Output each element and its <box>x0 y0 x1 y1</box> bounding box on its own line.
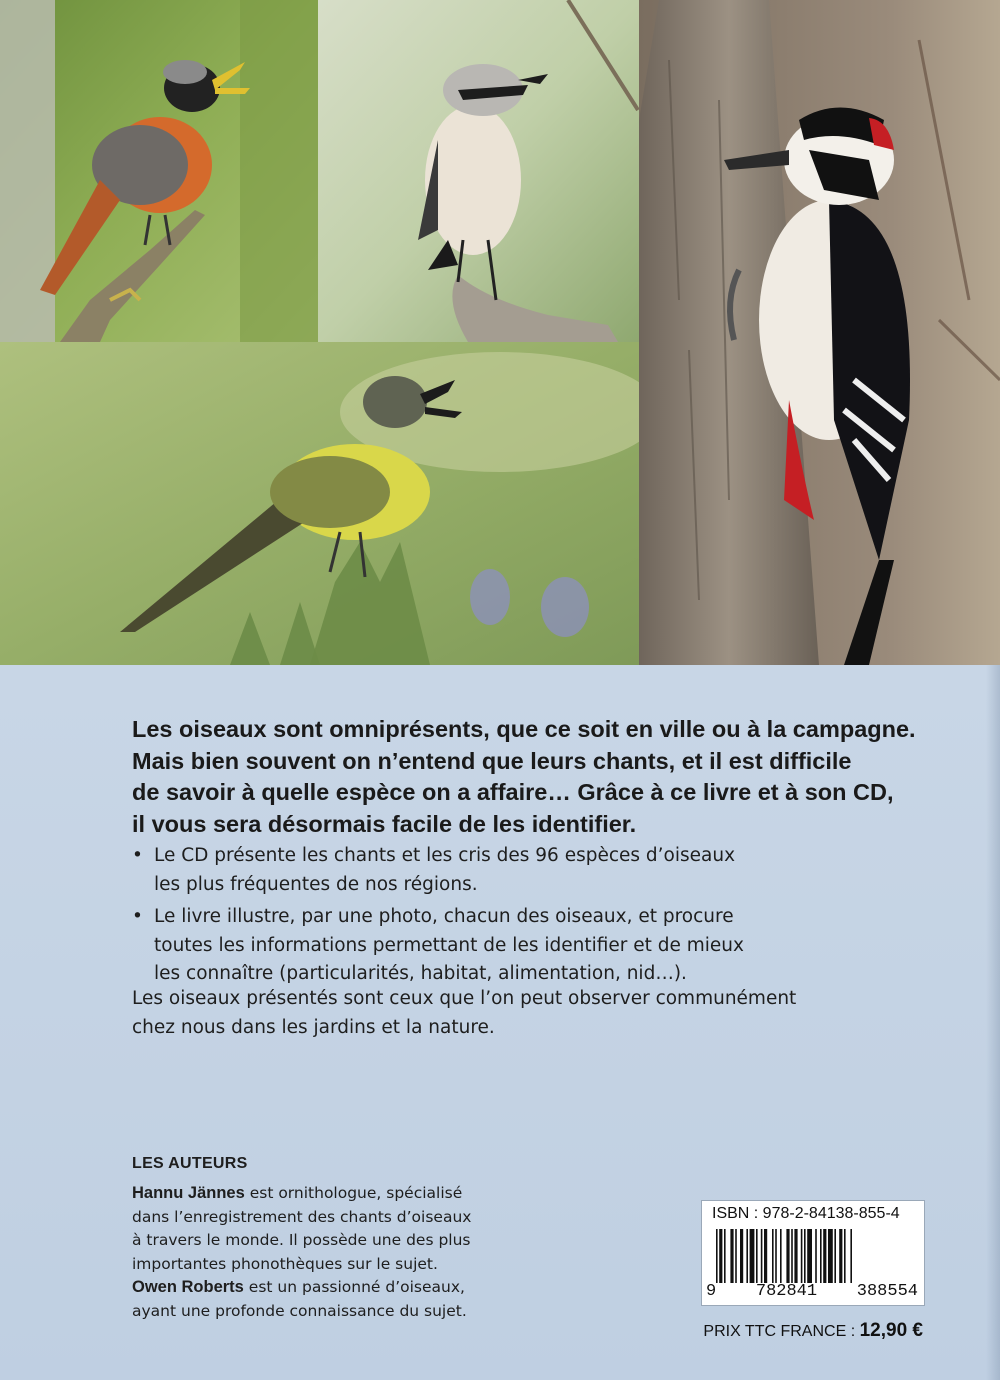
barcode-bar <box>828 1229 833 1283</box>
photo-wagtail <box>0 342 639 665</box>
barcode-bar <box>764 1229 767 1283</box>
feature-line: les connaître (particularités, habitat, alimentation, nid…). <box>154 963 687 984</box>
barcode-bar <box>834 1229 836 1283</box>
barcode-bar <box>839 1229 842 1283</box>
barcode-bar <box>780 1229 782 1283</box>
feature-line: les plus fréquentes de nos régions. <box>154 873 478 895</box>
barcode-bar <box>772 1229 774 1283</box>
barcode-bar <box>735 1229 737 1283</box>
barcode-bar <box>815 1229 817 1283</box>
author-bio-line: à travers le monde. Il possède une des plus <box>132 1231 471 1249</box>
closing-paragraph <box>132 985 872 1042</box>
author-bio-line: dans l’enregistrement des chants d’oiseaux <box>132 1207 472 1226</box>
barcode-bar <box>791 1229 793 1283</box>
authors-bio <box>132 1182 552 1323</box>
intro-line: Mais bien souvent on n’entend que leurs chants, et il est difficile <box>132 747 852 774</box>
barcode-bar <box>794 1229 797 1283</box>
isbn-text: ISBN : 978-2-84138-855-4 <box>712 1205 900 1222</box>
barcode-digit-group: 9 <box>706 1282 717 1301</box>
price-amount: 12,90 € <box>859 1320 923 1341</box>
barcode-bar <box>786 1229 789 1283</box>
photo-woodpecker <box>639 0 1000 665</box>
barcode-bar <box>756 1229 758 1283</box>
photo-redstart <box>0 0 318 342</box>
barcode-bar <box>719 1229 722 1283</box>
barcode-bar <box>850 1229 852 1283</box>
intro-line: Les oiseaux sont omniprésents, que ce soit en ville ou à la campagne. <box>132 716 916 742</box>
barcode-digit-group: 388554 <box>856 1282 918 1301</box>
barcode-bar <box>801 1229 803 1283</box>
closing-line: Les oiseaux présentés sont ceux que l’on peut observer communément <box>132 988 797 1009</box>
barcode-digit-group: 782841 <box>755 1282 818 1301</box>
barcode-bar <box>775 1229 777 1283</box>
barcode-bar <box>761 1229 763 1283</box>
intro-line: de savoir à quelle espèce on a affaire… Grâce à ce livre et à son CD, <box>132 779 894 805</box>
feature-line: Le CD présente les chants et les cris des 96 espèces d’oiseaux <box>154 845 736 866</box>
barcode-bar <box>820 1229 822 1283</box>
author-bio-line: est ornithologue, spécialisé <box>244 1184 463 1202</box>
author-bio-line: importantes phonothèques sur le sujet. <box>132 1254 438 1273</box>
barcode-bar <box>750 1229 755 1283</box>
barcode-bar <box>740 1229 743 1283</box>
feature-line: toutes les informations permettant de les identifier et de mieux <box>154 934 744 956</box>
bullet-marker: • <box>132 845 143 866</box>
author-name: Hannu Jännes <box>132 1184 245 1202</box>
author-bio-line: est un passionné d’oiseaux, <box>243 1278 465 1296</box>
feature-item-book <box>132 903 872 989</box>
price-label: PRIX TTC FRANCE : <box>703 1323 860 1340</box>
feature-line: Le livre illustre, par une photo, chacun des oiseaux, et procure <box>154 906 734 927</box>
bullet-marker: • <box>132 906 143 927</box>
barcode-bar <box>804 1229 806 1283</box>
barcode-bar <box>823 1229 826 1283</box>
intro-line: il vous sera désormais facile de les identifier. <box>132 810 637 837</box>
barcode-bar <box>730 1229 733 1283</box>
barcode-bars <box>716 1229 912 1283</box>
barcode-bar <box>844 1229 846 1283</box>
feature-item-cd <box>132 842 872 899</box>
closing-line: chez nous dans les jardins et la nature. <box>132 1016 495 1038</box>
authors-heading: LES AUTEURS <box>132 1155 248 1172</box>
cover-edge <box>986 665 1000 1380</box>
intro-paragraph <box>132 714 916 840</box>
barcode-bar <box>746 1229 748 1283</box>
photo-wheatear <box>318 0 639 342</box>
author-name: Owen Roberts <box>132 1278 244 1296</box>
barcode-digits <box>706 1282 918 1301</box>
price-line <box>701 1320 923 1342</box>
barcode-bar <box>807 1229 812 1283</box>
barcode-bar <box>724 1229 726 1283</box>
author-bio-line: ayant une profonde connaissance du sujet. <box>132 1301 467 1320</box>
barcode-bar <box>716 1229 718 1283</box>
feature-list <box>132 842 872 993</box>
